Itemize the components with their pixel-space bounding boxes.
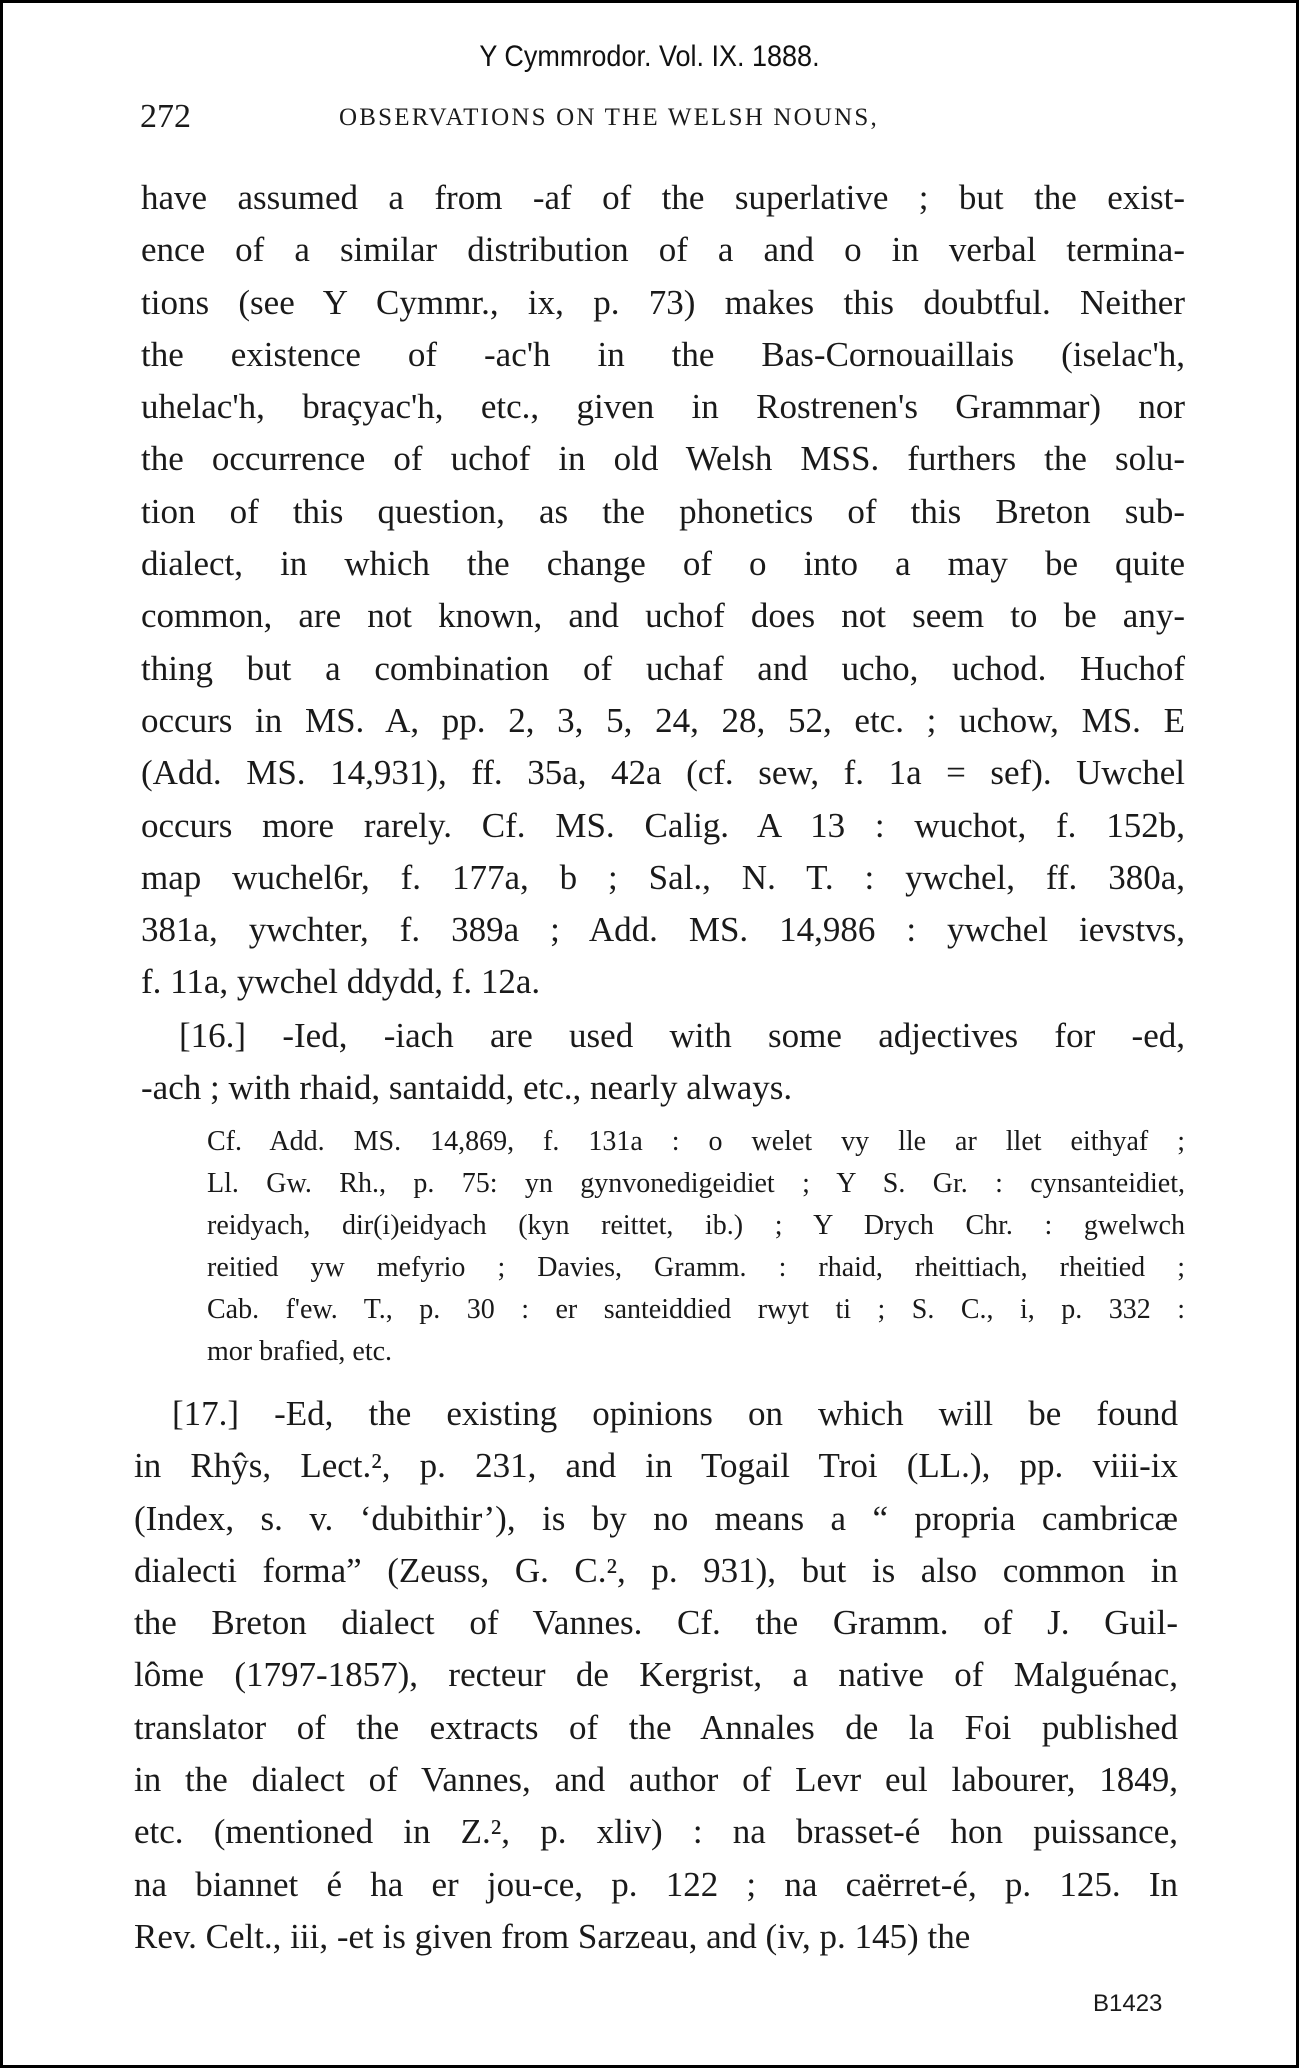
text-line: tions (see Y Cymmr., ix, p. 73) makes this doubtful. Neither — [141, 282, 1185, 322]
text-line: tion of this question, as the phonetics of this Breton sub- — [141, 491, 1185, 531]
text-line: [17.] -Ed, the existing opinions on which will be found — [172, 1394, 1178, 1433]
text-line: Cab. f'ew. T., p. 30 : er santeiddied rwyt ti ; S. C., i, p. 332 : — [207, 1294, 1185, 1325]
text-line: reidyach, dir(i)eidyach (kyn reittet, ib.) ; Y Drych Chr. : gwelwch — [207, 1210, 1185, 1241]
text-line: in Rhŷs, Lect.², p. 231, and in Togail Troi (LL.), pp. viii-ix — [134, 1446, 1178, 1486]
footnote-16 — [207, 1121, 1185, 1373]
text-line: dialect, in which the change of o into a may be quite — [141, 544, 1185, 584]
text-line: lôme (1797-1857), recteur de Kergrist, a native of Malguénac, — [134, 1655, 1178, 1695]
text-line: reitied yw mefyrio ; Davies, Gramm. : rhaid, rheittiach, rheitied ; — [207, 1252, 1185, 1283]
text-line: occurs more rarely. Cf. MS. Calig. A 13 : wuchot, f. 152b, — [141, 805, 1185, 845]
paragraph-continued — [141, 172, 1185, 1009]
text-line: na biannet é ha er jou-ce, p. 122 ; na caërret-é, p. 125. In — [134, 1864, 1178, 1904]
text-line: f. 11a, ywchel ddydd, f. 12a. — [141, 962, 541, 1002]
text-line: 381a, ywchter, f. 389a ; Add. MS. 14,986 : ywchel ievstvs, — [141, 910, 1185, 950]
text-line: translator of the extracts of the Annales de la Foi published — [134, 1707, 1178, 1747]
text-line: Cf. Add. MS. 14,869, f. 131a : o welet vy lle ar llet eithyaf ; — [207, 1126, 1185, 1157]
catalog-id: B1423 — [1093, 1990, 1163, 2017]
page-number: 272 — [140, 98, 191, 135]
text-line: the occurrence of uchof in old Welsh MSS. furthers the solu- — [141, 439, 1185, 479]
text-line: (Index, s. v. ‘dubithir’), is by no means a “ propria cambricæ — [134, 1498, 1178, 1538]
text-line: occurs in MS. A, pp. 2, 3, 5, 24, 28, 52, etc. ; uchow, MS. E — [141, 700, 1185, 740]
text-line: uhelac'h, braçyac'h, etc., given in Rostrenen's Grammar) nor — [141, 387, 1185, 427]
text-line: have assumed a from -af of the superlative ; but the exist- — [141, 178, 1185, 217]
running-head: OBSERVATIONS ON THE WELSH NOUNS, — [339, 104, 879, 131]
paragraph-16 — [141, 1010, 1185, 1115]
text-line: thing but a combination of uchaf and ucho, uchod. Huchof — [141, 648, 1185, 688]
source-label: Y Cymmrodor. Vol. IX. 1888. — [479, 40, 820, 73]
text-line: common, are not known, and uchof does not seem to be any- — [141, 596, 1185, 636]
paragraph-17 — [134, 1388, 1178, 1963]
text-line: Ll. Gw. Rh., p. 75: yn gynvonedigeidiet ; Y S. Gr. : cynsanteidiet, — [207, 1168, 1185, 1199]
text-line: map wuchel6r, f. 177a, b ; Sal., N. T. : ywchel, ff. 380a, — [141, 857, 1185, 897]
text-line: (Add. MS. 14,931), ff. 35a, 42a (cf. sew, f. 1a = sef). Uwchel — [141, 753, 1185, 793]
text-line: dialecti forma” (Zeuss, G. C.², p. 931), but is also common in — [134, 1550, 1178, 1590]
text-line: in the dialect of Vannes, and author of Levr eul labourer, 1849, — [134, 1760, 1178, 1800]
text-line: ence of a similar distribution of a and o in verbal termina- — [141, 230, 1185, 270]
text-line: -ach ; with rhaid, santaidd, etc., nearly always. — [141, 1068, 793, 1108]
text-line: [16.] -Ied, -iach are used with some adjectives for -ed, — [179, 1016, 1185, 1055]
text-line: Rev. Celt., iii, -et is given from Sarzeau, and (iv, p. 145) the — [134, 1916, 971, 1956]
text-line: the Breton dialect of Vannes. Cf. the Gramm. of J. Guil- — [134, 1603, 1178, 1643]
text-line: mor brafied, etc. — [207, 1336, 393, 1367]
text-line: the existence of -ac'h in the Bas-Cornouaillais (iselac'h, — [141, 334, 1185, 374]
text-line: etc. (mentioned in Z.², p. xliv) : na brasset-é hon puissance, — [134, 1812, 1178, 1852]
